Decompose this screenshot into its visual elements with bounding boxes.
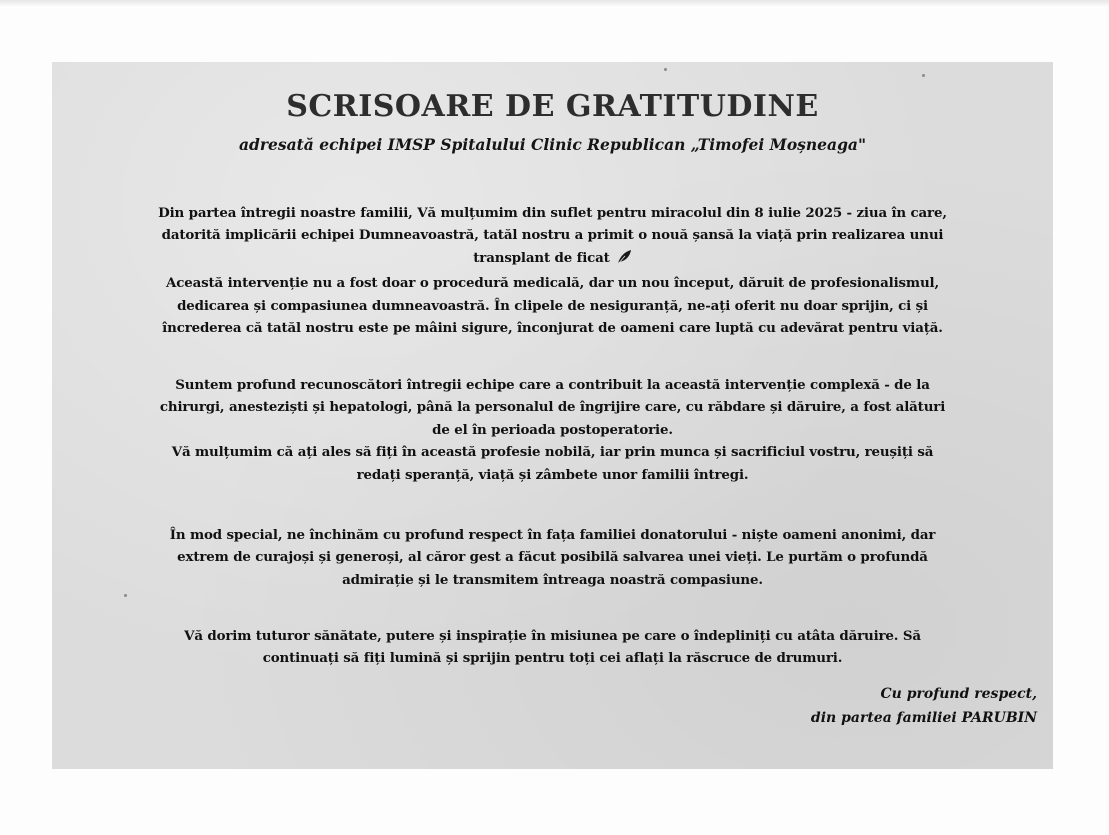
scan-speck xyxy=(664,68,667,71)
leaf-icon xyxy=(616,249,632,272)
signoff: Cu profund respect, xyxy=(880,686,1037,702)
text-line: Suntem profund recunoscători întregii echipe care a contribuit la această intervenție complexă - de la xyxy=(175,377,930,393)
text-line: dedicarea și compasiunea dumneavoastră. În clipele de nesiguranță, ne-ați oferit nu doar sprijin, ci și xyxy=(177,297,928,314)
text-line: Vă dorim tuturor sănătate, putere și inspirație în misiunea pe care o îndepliniți cu atâta dăruire. Să xyxy=(184,628,921,644)
signature-block xyxy=(692,682,1037,730)
paragraph-wishes xyxy=(70,625,1035,670)
scan-speck xyxy=(124,594,127,597)
text-line: admirație și le transmitem întreaga noastră compasiune. xyxy=(342,571,763,588)
text-line: transplant de ficat xyxy=(473,249,610,266)
text-line: Vă mulțumim că ați ales să fiți în această profesie nobilă, iar prin munca și sacrificiul vostru, reușiți să xyxy=(171,444,934,461)
scan-speck xyxy=(922,74,925,77)
letter-title: SCRISOARE DE GRATITUDINE xyxy=(286,89,819,124)
text-line: datorită implicării echipei Dumneavoastră, tatăl nostru a primit o nouă șansă la viață prin realizarea unui xyxy=(161,227,944,244)
text-line: Din partea întregii noastre familii, Vă mulțumim din suflet pentru miracolul din 8 iulie 2025 - ziua în care, xyxy=(158,205,947,221)
text-line: extrem de curajoși și generoși, al căror gest a făcut posibilă salvarea unei vieți. Le purtăm o profundă xyxy=(177,549,928,566)
text-line: de el în perioada postoperatorie. xyxy=(432,421,673,438)
text-line: încrederea că tatăl nostru este pe mâini sigure, înconjurat de oameni care luptă cu adevărat pentru viață. xyxy=(162,320,943,337)
letter-subtitle: adresată echipei IMSP Spitalului Clinic Republican „Timofei Moșneaga" xyxy=(238,135,867,154)
text-line: Această intervenție nu a fost doar o procedură medicală, dar un nou început, dăruit de profesionalismul, xyxy=(165,275,939,292)
paragraph-thanks xyxy=(70,202,1035,339)
paragraph-team xyxy=(70,374,1035,486)
text-line: În mod special, ne închinăm cu profund respect în fața familiei donatorului - niște oameni anonimi, dar xyxy=(169,527,936,543)
gratitude-letter-card xyxy=(52,62,1053,769)
scan-edge xyxy=(0,0,1109,6)
text-line: redați speranță, viață și zâmbete unor familii întregi. xyxy=(356,466,749,483)
text-line: continuați să fiți lumină și sprijin pentru toți cei aflați la răscruce de drumuri. xyxy=(262,650,843,667)
signature: din partea familiei PARUBIN xyxy=(810,710,1037,726)
paragraph-donor xyxy=(70,524,1035,591)
text-line: chirurgi, anesteziști și hepatologi, până la personalul de îngrijire care, cu răbdare și dăruire, a fost alături xyxy=(159,399,946,416)
text-line-with-icon xyxy=(70,247,1035,272)
